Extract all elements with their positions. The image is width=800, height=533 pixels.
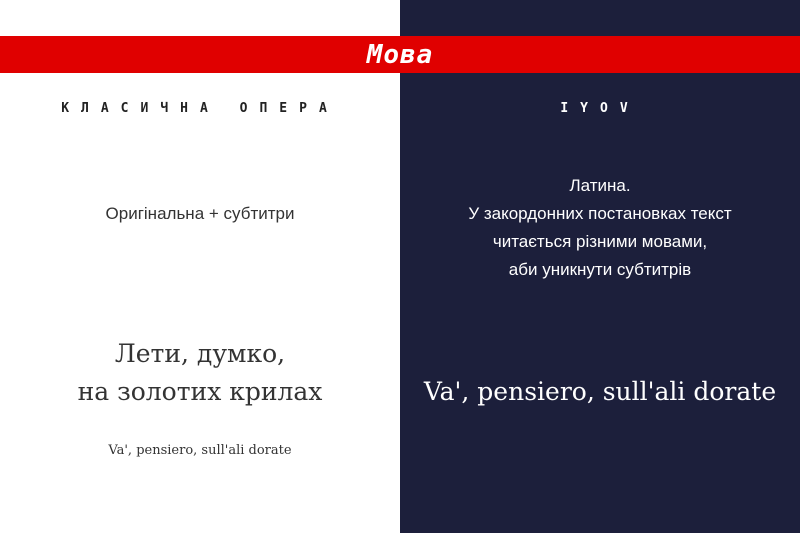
left-heading: КЛАСИЧНА ОПЕРА — [61, 101, 339, 116]
right-description-line: У закордонних постановках текст — [468, 204, 732, 223]
title-banner — [0, 36, 800, 73]
banner-title: Мова — [366, 39, 434, 70]
left-description-line: Оригінальна + субтитри — [105, 204, 295, 223]
right-description-line: читається різними мовами, — [492, 232, 708, 251]
right-heading: IYOV — [560, 101, 640, 116]
left-description — [0, 200, 400, 228]
right-description — [400, 172, 800, 284]
right-quote — [400, 373, 800, 411]
right-description-line: аби уникнути субтитрів — [508, 260, 692, 279]
right-quote-line: Va', pensiero, sull'ali dorate — [423, 377, 777, 406]
left-quote-line: на золотих крилах — [77, 377, 323, 406]
left-original-quote: Va', pensiero, sull'ali dorate — [108, 443, 292, 458]
left-quote — [0, 335, 400, 411]
right-description-line: Латина. — [569, 176, 631, 195]
left-quote-line: Лети, думко, — [114, 339, 286, 368]
